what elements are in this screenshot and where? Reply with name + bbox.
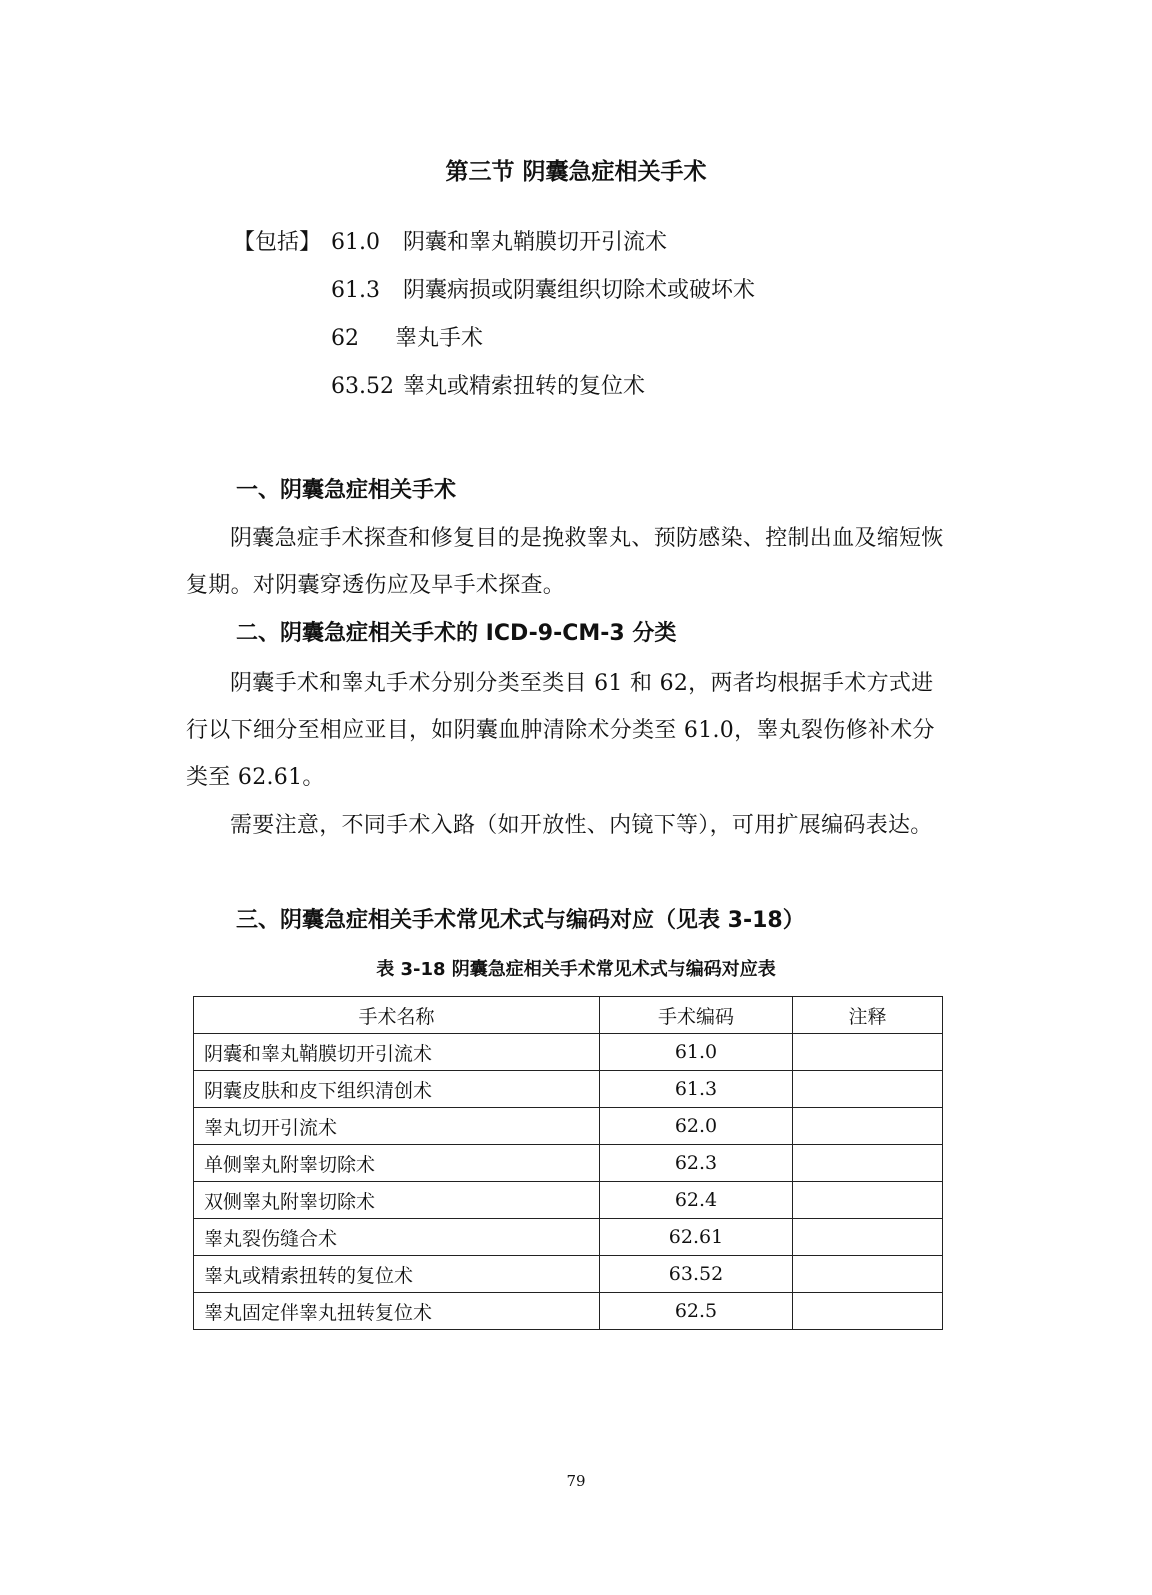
includes-text: 睾丸或精索扭转的复位术 xyxy=(403,374,646,399)
cell-name: 睾丸切开引流术 xyxy=(194,1108,600,1145)
cell-name: 睾丸固定伴睾丸扭转复位术 xyxy=(194,1293,600,1330)
table-row xyxy=(194,1108,943,1145)
cell-note xyxy=(793,1145,943,1182)
includes-text: 睾丸手术 xyxy=(395,326,484,351)
cell-note xyxy=(793,1219,943,1256)
section-heading-2: 二、阴囊急症相关手术的 ICD-9-CM-3 分类 xyxy=(236,621,677,646)
section-1-paragraph: 阴囊急症手术探查和修复目的是挽救睾丸、预防感染、控制出血及缩短恢复期。对阴囊穿透伤应及早手术探查。 xyxy=(186,526,944,598)
table-caption: 表 3-18 阴囊急症相关手术常见术式与编码对应表 xyxy=(376,959,776,980)
cell-note xyxy=(793,1256,943,1293)
cell-note xyxy=(793,1034,943,1071)
includes-code: 62 xyxy=(331,326,359,351)
table-row xyxy=(194,1219,943,1256)
header-name: 手术名称 xyxy=(194,997,600,1034)
cell-code: 62.3 xyxy=(600,1145,793,1182)
table-row xyxy=(194,1145,943,1182)
includes-code: 63.52 xyxy=(331,374,394,399)
includes-item xyxy=(233,274,755,322)
cell-note xyxy=(793,1293,943,1330)
cell-note xyxy=(793,1182,943,1219)
section-2-paragraph-1: 阴囊手术和睾丸手术分别分类至类目 61 和 62，两者均根据手术方式进行以下细分至相应亚目，如阴囊血肿清除术分类至 61.0，睾丸裂伤修补术分类至 62.61。 xyxy=(186,671,935,790)
cell-code: 62.61 xyxy=(600,1219,793,1256)
header-note: 注释 xyxy=(793,997,943,1034)
table-row xyxy=(194,1293,943,1330)
includes-text: 阴囊病损或阴囊组织切除术或破坏术 xyxy=(403,278,756,303)
table-header-row xyxy=(194,997,943,1034)
cell-note xyxy=(793,1071,943,1108)
page-number: 79 xyxy=(566,1472,586,1490)
section-heading-1: 一、阴囊急症相关手术 xyxy=(236,478,457,503)
cell-name: 阴囊皮肤和皮下组织清创术 xyxy=(194,1071,600,1108)
header-code: 手术编码 xyxy=(600,997,793,1034)
cell-code: 62.5 xyxy=(600,1293,793,1330)
cell-code: 61.0 xyxy=(600,1034,793,1071)
cell-name: 双侧睾丸附睾切除术 xyxy=(194,1182,600,1219)
code-table xyxy=(193,996,943,1330)
cell-name: 阴囊和睾丸鞘膜切开引流术 xyxy=(194,1034,600,1071)
cell-name: 睾丸或精索扭转的复位术 xyxy=(194,1256,600,1293)
cell-name: 单侧睾丸附睾切除术 xyxy=(194,1145,600,1182)
includes-item xyxy=(233,226,755,274)
includes-item xyxy=(233,322,755,370)
cell-code: 62.0 xyxy=(600,1108,793,1145)
section-2-paragraph-2: 需要注意，不同手术入路（如开放性、内镜下等），可用扩展编码表达。 xyxy=(230,813,933,838)
table-row xyxy=(194,1071,943,1108)
cell-note xyxy=(793,1108,943,1145)
includes-text: 阴囊和睾丸鞘膜切开引流术 xyxy=(403,230,668,255)
includes-prefix: 【包括】 xyxy=(233,230,322,255)
includes-list xyxy=(233,226,755,418)
table-row xyxy=(194,1034,943,1071)
includes-item xyxy=(233,370,755,418)
table-row xyxy=(194,1256,943,1293)
cell-code: 61.3 xyxy=(600,1071,793,1108)
cell-code: 63.52 xyxy=(600,1256,793,1293)
includes-code: 61.3 xyxy=(331,278,380,303)
table-row xyxy=(194,1182,943,1219)
section-heading-3: 三、阴囊急症相关手术常见术式与编码对应（见表 3-18） xyxy=(236,908,805,933)
page-title: 第三节 阴囊急症相关手术 xyxy=(445,159,707,185)
cell-code: 62.4 xyxy=(600,1182,793,1219)
cell-name: 睾丸裂伤缝合术 xyxy=(194,1219,600,1256)
includes-code: 61.0 xyxy=(331,230,380,255)
